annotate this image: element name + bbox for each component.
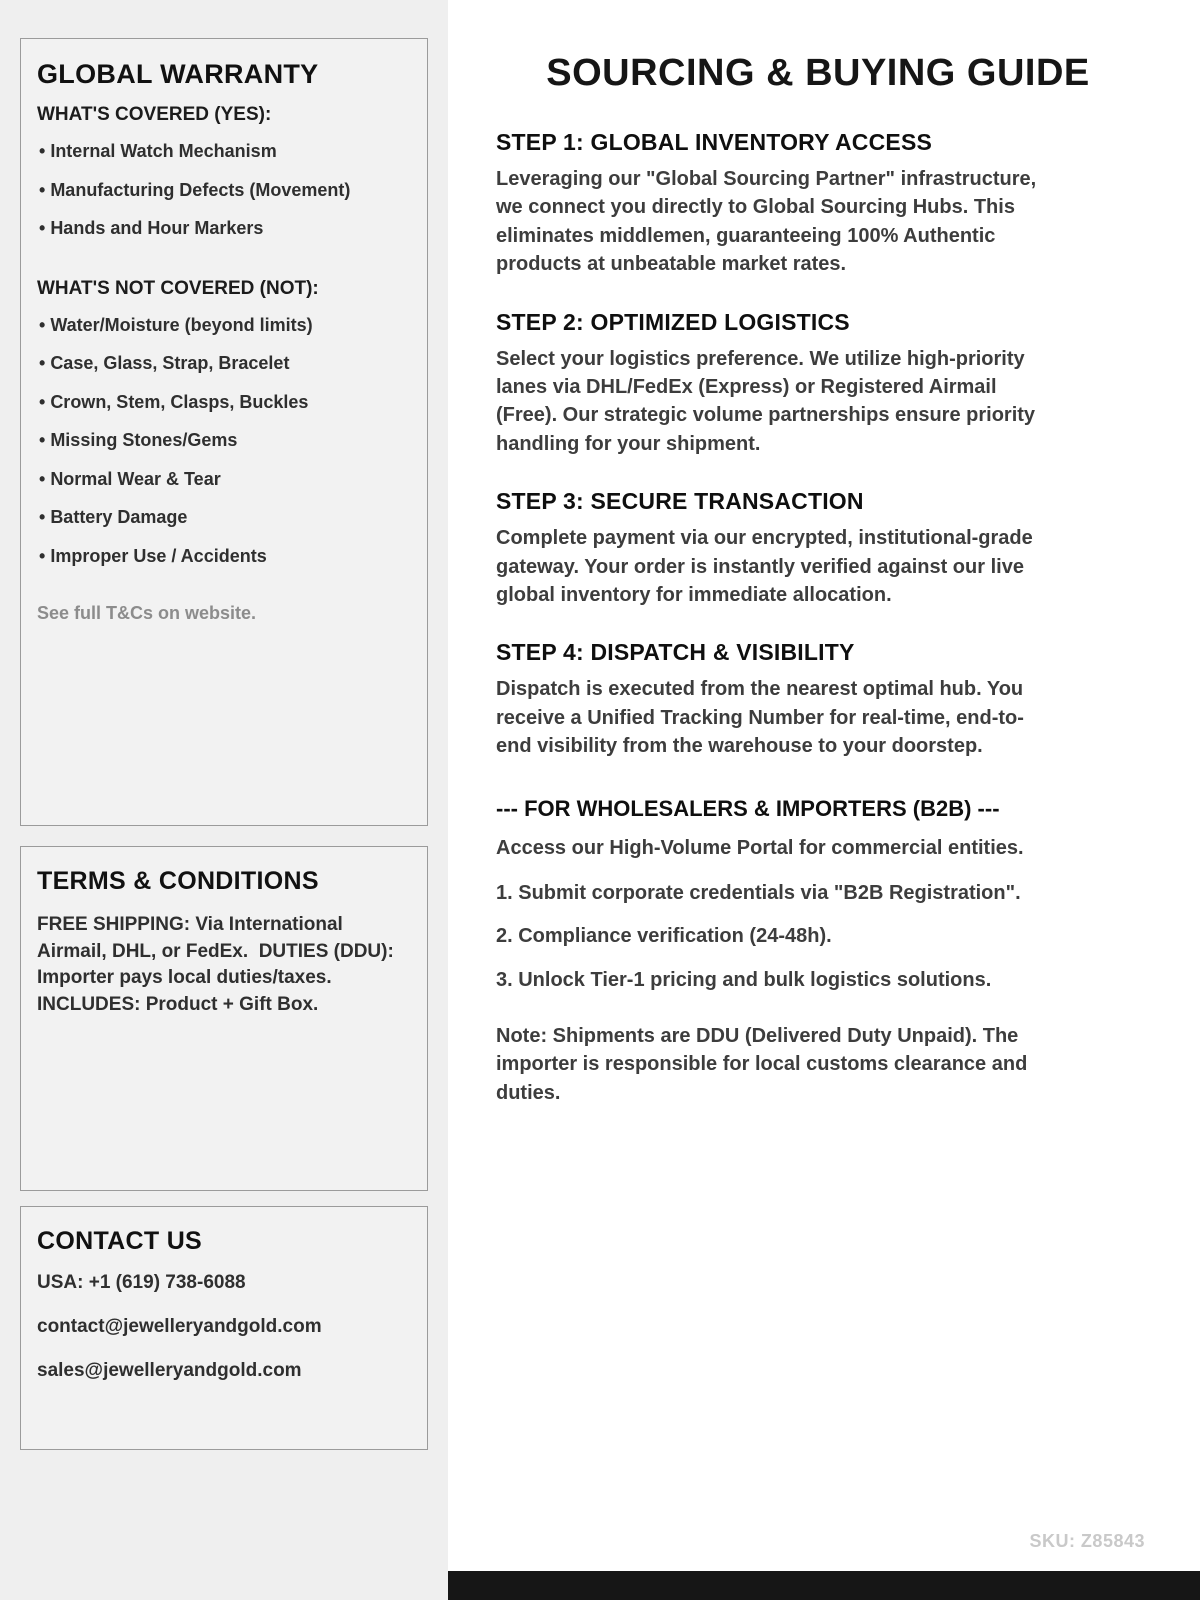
step-heading: STEP 4: DISPATCH & VISIBILITY (496, 639, 855, 666)
step-2 (496, 309, 1140, 459)
not-covered-item: • Water/Moisture (beyond limits) (39, 314, 411, 337)
warranty-footnote: See full T&Cs on website. (37, 603, 257, 623)
b2b-item: 2. Compliance verification (24-48h). (496, 925, 832, 948)
contact-title: CONTACT US (37, 1227, 203, 1255)
not-covered-item: • Improper Use / Accidents (39, 545, 411, 568)
not-covered-item: • Missing Stones/Gems (39, 429, 411, 452)
b2b-section (496, 796, 1140, 1107)
step-heading: STEP 2: OPTIMIZED LOGISTICS (496, 308, 850, 335)
contact-phone: USA: +1 (619) 738-6088 (37, 1272, 246, 1293)
not-covered-item: • Case, Glass, Strap, Bracelet (39, 352, 411, 375)
page-title: SOURCING & BUYING GUIDE (546, 52, 1090, 94)
terms-body: FREE SHIPPING: Via International Airmail, DHL, or FedEx. DUTIES (DDU): Importer pays local duties/taxes. INCLUDES: Product + Gift Box. (37, 914, 400, 1015)
b2b-item: 1. Submit corporate credentials via "B2B Registration". (496, 881, 1021, 904)
step-1 (496, 129, 1140, 279)
covered-item: • Internal Watch Mechanism (39, 140, 411, 163)
step-heading: STEP 1: GLOBAL INVENTORY ACCESS (496, 129, 933, 155)
not-covered-item: • Battery Damage (39, 506, 411, 529)
not-covered-item: • Crown, Stem, Clasps, Buckles (39, 391, 411, 414)
contact-box (20, 1206, 428, 1450)
step-4 (496, 639, 1140, 760)
sku-label: SKU: Z85843 (1029, 1531, 1145, 1551)
step-body: Complete payment via our encrypted, institutional-grade gateway. Your order is instantly verified against our live global inventory for immediate allocation. (496, 527, 1033, 606)
step-body: Dispatch is executed from the nearest optimal hub. You receive a Unified Tracking Number for real-time, end-to-end visibility from the warehouse to your doorstep. (496, 678, 1024, 758)
warranty-title: GLOBAL WARRANTY (37, 59, 319, 89)
b2b-heading: --- FOR WHOLESALERS & IMPORTERS (B2B) --- (496, 796, 1000, 822)
b2b-note: Note: Shipments are DDU (Delivered Duty Unpaid). The importer is responsible for local customs clearance and duties. (496, 1025, 1028, 1104)
step-heading: STEP 3: SECURE TRANSACTION (496, 488, 864, 515)
step-3 (496, 488, 1140, 609)
step-body: Leveraging our "Global Sourcing Partner" infrastructure, we connect you directly to Global Sourcing Hubs. This eliminates middlemen, guaranteeing 100% Authentic products at unbeatable market rates. (496, 168, 1037, 276)
covered-item: • Hands and Hour Markers (39, 217, 411, 240)
sidebar (0, 0, 448, 1600)
sourcing-guide (448, 0, 1200, 1600)
covered-heading: WHAT'S COVERED (YES): (37, 104, 272, 125)
covered-item: • Manufacturing Defects (Movement) (39, 179, 411, 202)
step-body: Select your logistics preference. We utilize high-priority lanes via DHL/FedEx (Express) or Registered Airmail (Free). Our strategic volume partnerships ensure priority handling for your shipment. (496, 347, 1036, 455)
sales-email: sales@jewelleryandgold.com (37, 1360, 302, 1381)
b2b-item: 3. Unlock Tier-1 pricing and bulk logistics solutions. (496, 968, 992, 991)
not-covered-heading: WHAT'S NOT COVERED (NOT): (37, 277, 319, 299)
terms-box (20, 846, 428, 1191)
footer-bar (448, 1571, 1200, 1600)
b2b-intro: Access our High-Volume Portal for commercial entities. (496, 837, 1024, 860)
terms-title: TERMS & CONDITIONS (37, 867, 319, 895)
not-covered-item: • Normal Wear & Tear (39, 468, 411, 491)
contact-email: contact@jewelleryandgold.com (37, 1316, 322, 1337)
warranty-box (20, 38, 428, 826)
